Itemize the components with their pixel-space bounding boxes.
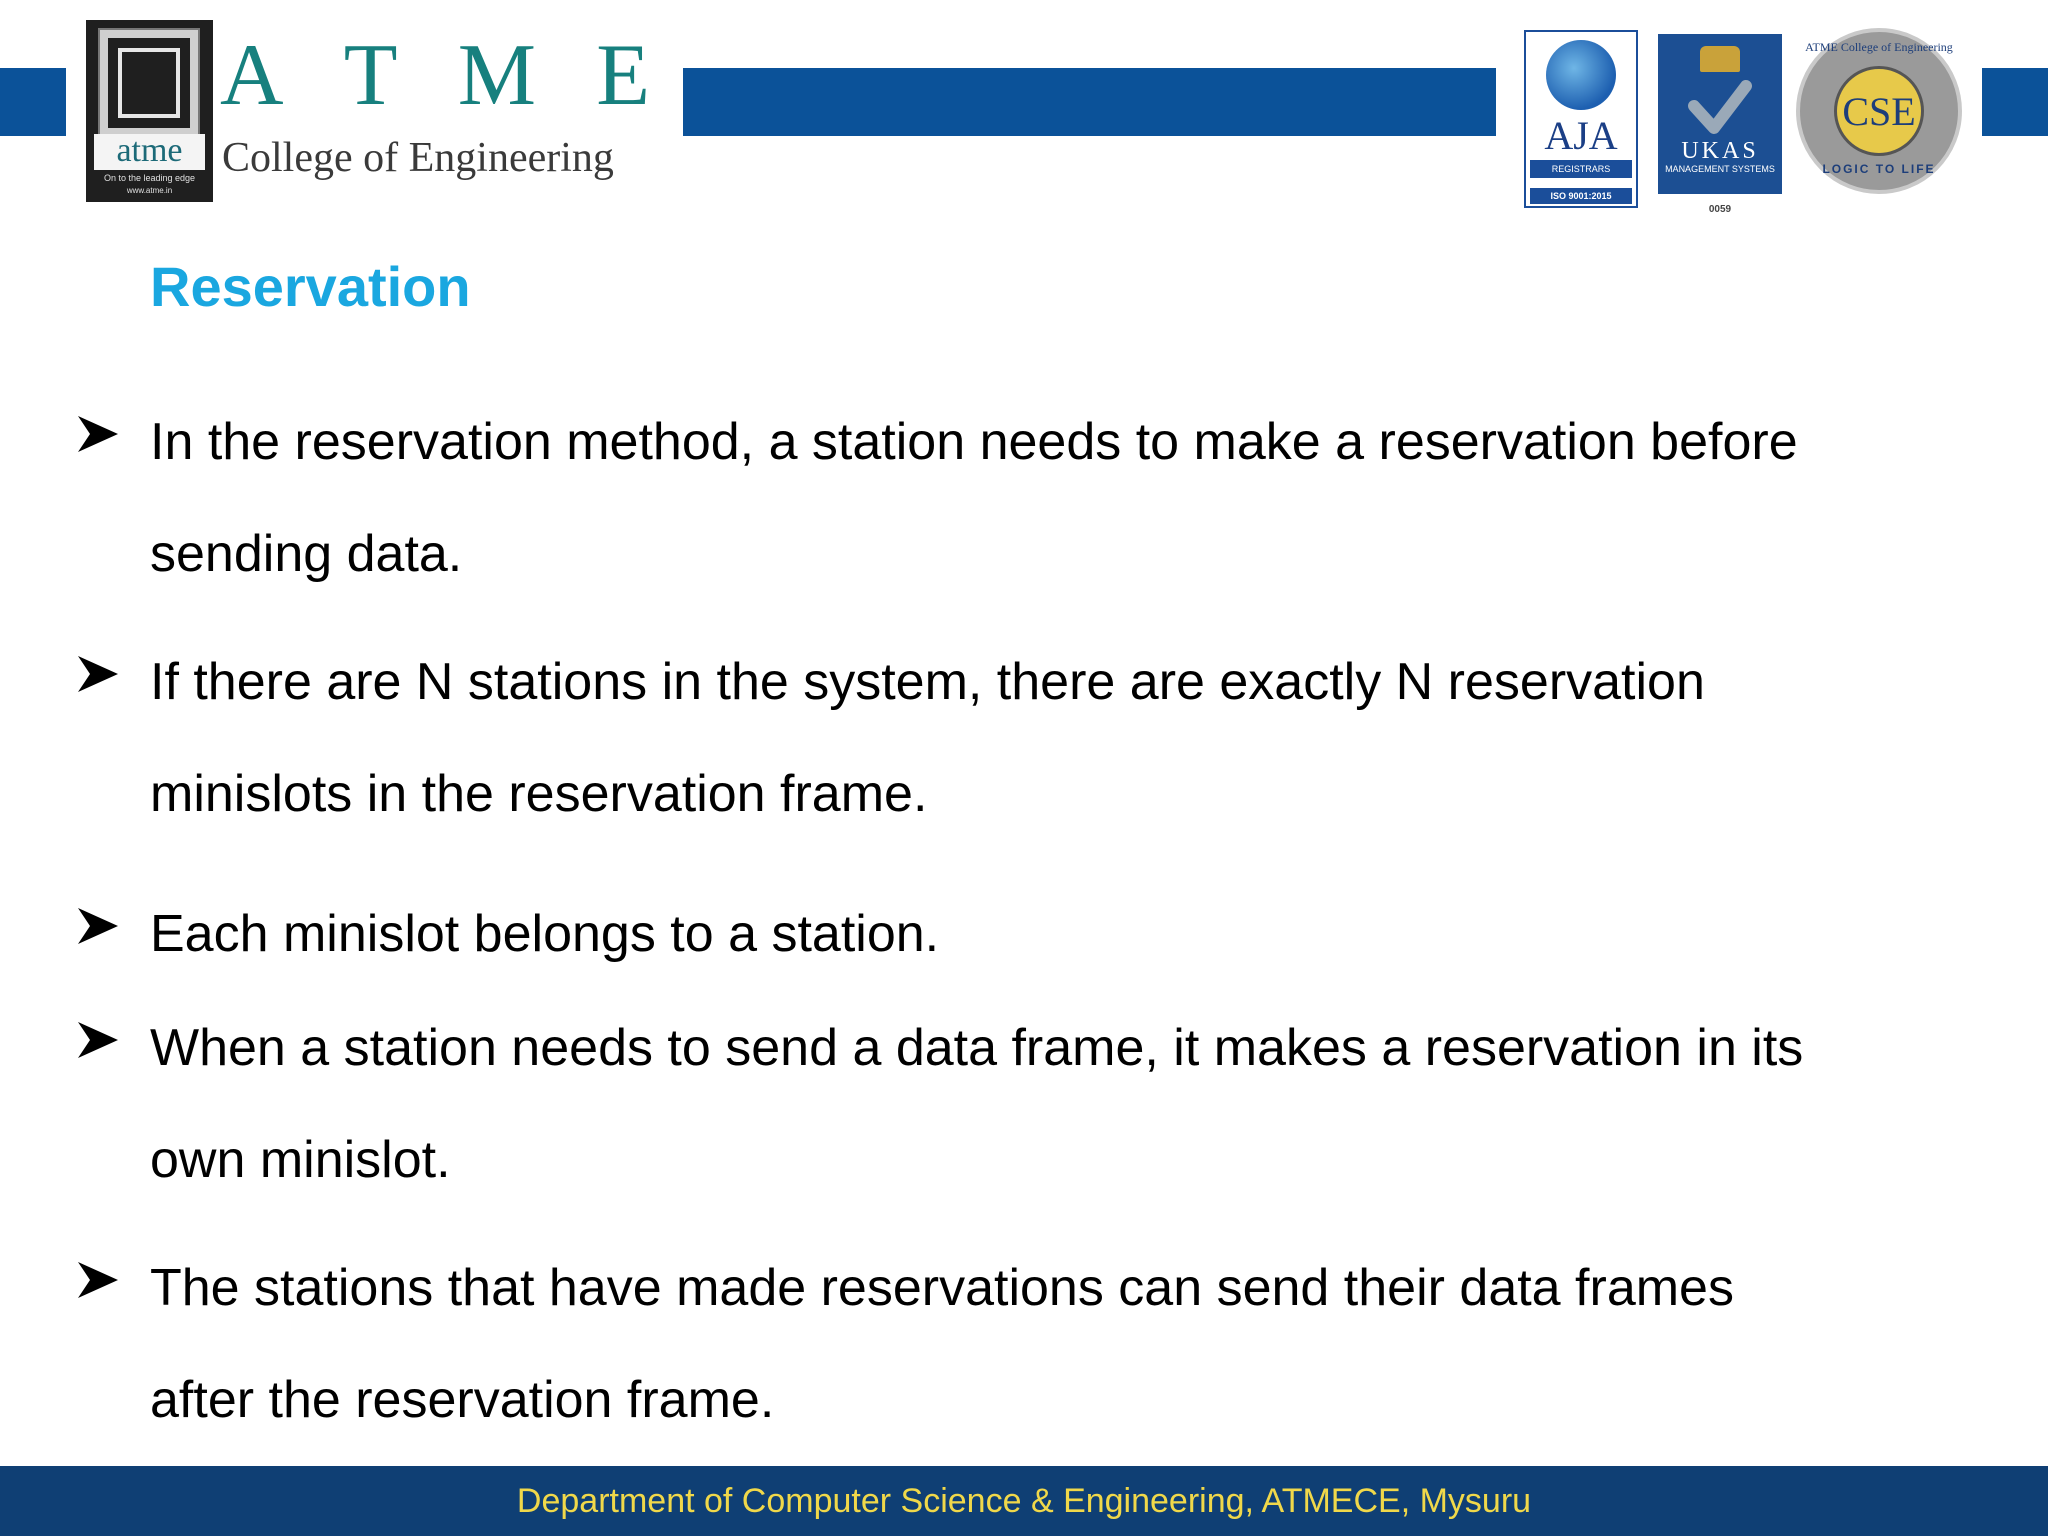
ukas-label: UKAS — [1681, 138, 1759, 164]
arrow-bullet-icon — [74, 410, 122, 458]
aja-registrars: REGISTRARS — [1530, 160, 1632, 178]
cse-label: CSE — [1834, 66, 1924, 156]
ukas-number: 0059 — [1708, 204, 1732, 215]
acronym-letter: T — [343, 26, 398, 124]
arrow-bullet-icon — [74, 1016, 122, 1064]
arrow-bullet-icon — [74, 902, 122, 950]
aja-label: AJA — [1544, 113, 1618, 158]
acronym-letter: A — [220, 26, 284, 124]
bullet-text-line: minislots in the reservation frame. — [150, 765, 928, 823]
footer-bar — [0, 1466, 2048, 1536]
slide-title: Reservation — [150, 255, 471, 318]
cse-ring-bottom: LOGIC TO LIFE — [1822, 162, 1936, 176]
bullet-text-line: When a station needs to send a data frame, it makes a reservation in its — [150, 1019, 1804, 1077]
logo-word: atme — [94, 134, 205, 170]
logo-tagline: On to the leading edge — [103, 173, 196, 183]
bullet-text-line: sending data. — [150, 525, 463, 583]
arrow-bullet-icon — [74, 650, 122, 698]
cse-ring-top: ATME College of Engineering — [1805, 40, 1953, 54]
arrow-bullet-icon — [74, 1256, 122, 1304]
bullet-text-line: Each minislot belongs to a station. — [150, 905, 940, 963]
ukas-sub-label: MANAGEMENT SYSTEMS — [1665, 164, 1775, 174]
footer-text: Department of Computer Science & Engineering, ATMECE, Mysuru — [516, 1481, 1532, 1520]
acronym-letter: M — [457, 26, 537, 124]
bullet-text-line: If there are N stations in the system, there are exactly N reservation — [150, 653, 1705, 711]
acronym-letter: E — [596, 26, 650, 124]
logo-url: www.atme.in — [126, 186, 173, 195]
bullet-text-line: after the reservation frame. — [150, 1371, 775, 1429]
college-name: College of Engineering — [222, 135, 614, 181]
aja-iso: ISO 9001:2015 — [1530, 188, 1632, 204]
bullet-text-line: The stations that have made reservations can send their data frames — [150, 1259, 1734, 1317]
bullet-text-line: own minislot. — [150, 1131, 451, 1189]
bullet-text-line: In the reservation method, a station needs to make a reservation before — [150, 413, 1798, 471]
